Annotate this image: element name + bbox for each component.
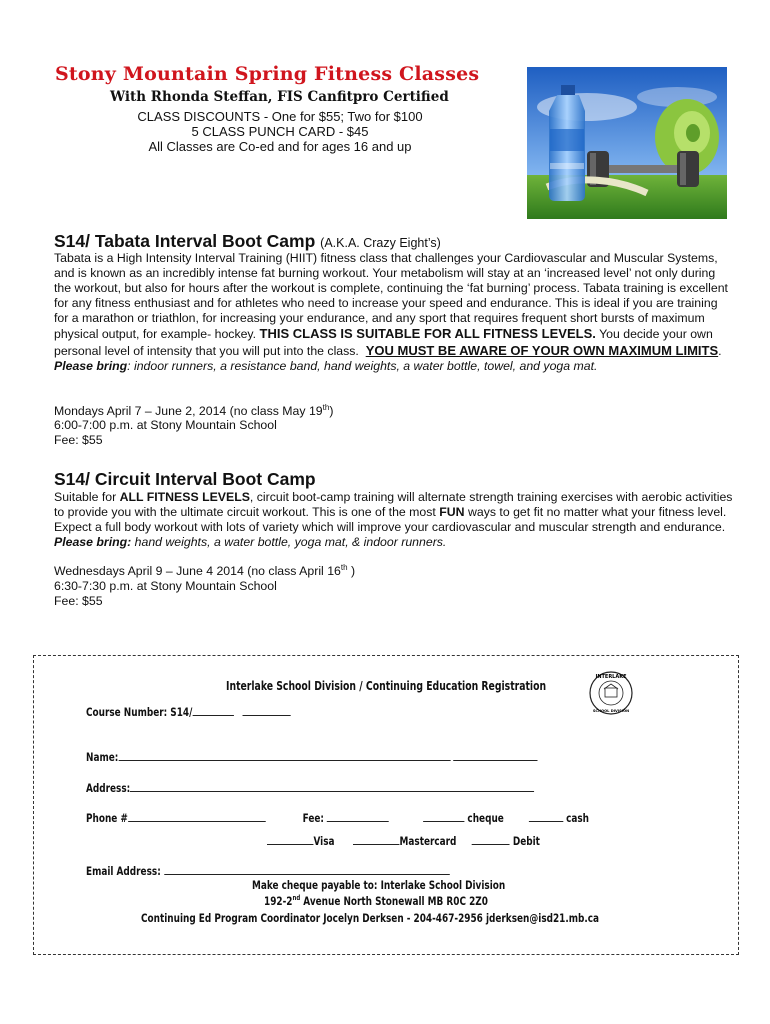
division-address-street: Avenue North Stonewall MB R0C 2Z0 bbox=[300, 894, 488, 908]
address-label: Address: bbox=[86, 781, 131, 795]
class2-fee: Fee: $55 bbox=[54, 594, 103, 608]
fee-input[interactable] bbox=[327, 810, 389, 822]
cheque-label: cheque bbox=[467, 811, 504, 825]
name-label: Name: bbox=[86, 750, 119, 764]
payment-row bbox=[86, 810, 589, 825]
phone-label: Phone # bbox=[86, 811, 128, 825]
cheque-input[interactable] bbox=[423, 810, 464, 822]
class1-bring-label: Please bring bbox=[54, 358, 128, 373]
instructor-subtitle: With Rhonda Steffan, FIS Canfitpro Certified bbox=[110, 89, 449, 105]
course-number-field[interactable] bbox=[86, 704, 291, 719]
class2-body-c: , circuit boot-camp training will alternate strength training exercises with aerobic activities to provide you with the ultimate circuit workout. This is one of the most bbox=[54, 490, 733, 520]
class2-bring-text: hand weights, a water bottle, yoga mat, & indoor runners. bbox=[134, 535, 447, 550]
class1-bring-text: : indoor runners, a resistance band, hand weights, a water bottle, towel, and yoga mat. bbox=[127, 358, 598, 373]
name-field[interactable] bbox=[86, 749, 538, 764]
class1-schedule bbox=[54, 403, 333, 418]
class2-dates-sup: th bbox=[340, 563, 348, 572]
class2-all-levels: ALL FITNESS LEVELS bbox=[119, 490, 250, 504]
class2-fun: FUN bbox=[439, 505, 465, 520]
email-label: Email Address: bbox=[86, 864, 161, 878]
division-address-sup: nd bbox=[292, 894, 301, 903]
discount-line-3: All Classes are Co-ed and for ages 16 and up bbox=[148, 139, 412, 154]
mastercard-label: Mastercard bbox=[399, 834, 457, 848]
class2-dates-end: ) bbox=[347, 564, 356, 579]
class2-title: S14/ Circuit Interval Boot Camp bbox=[54, 469, 316, 489]
card-row bbox=[267, 833, 540, 848]
fee-label: Fee: bbox=[302, 811, 324, 825]
interlake-logo bbox=[588, 670, 634, 716]
class1-dates: Mondays April 7 – June 2, 2014 (no class May 19 bbox=[54, 404, 323, 419]
class2-schedule bbox=[54, 563, 355, 578]
class1-aka: (A.K.A. Crazy Eight’s) bbox=[320, 236, 441, 250]
visa-input[interactable] bbox=[267, 833, 313, 845]
class2-body-e: ways to get fit no matter what your fitness level. Expect a full body workout with lots of variety which will improve your cardiovascular and muscular strength and endurance. bbox=[54, 505, 727, 535]
debit-input[interactable] bbox=[472, 833, 510, 845]
mastercard-input[interactable] bbox=[353, 833, 399, 845]
phone-input[interactable] bbox=[128, 810, 266, 822]
class2-bring-label: Please bring: bbox=[54, 535, 132, 550]
class1-dates-end: ) bbox=[329, 404, 334, 419]
payable-note: Make cheque payable to: Interlake School Division bbox=[252, 878, 506, 892]
debit-label: Debit bbox=[512, 834, 540, 848]
class1-body2: You decide your own personal level of intensity that you will put into the class. bbox=[54, 327, 713, 358]
class1-heading bbox=[54, 231, 441, 252]
class2-time: 6:30-7:30 p.m. at Stony Mountain School bbox=[54, 579, 277, 593]
class1-body: Tabata is a High Intensity Interval Training (HIIT) fitness class that challenges your Cardiovascular and Muscular Systems, and is known as an incredibly intense fat burning workout. Your metabolism will stay at an ‘increased level’ not only during the workout, but also for hours after the workout is complete, continuing the ‘fat burning’ process. Tabata training is excellent for any fitness enthusiast and for athletes who need to increase your speed and endurance. This is ideal if you are training for a marathon or triathlon, for increasing your endurance, and any sport that requires frequent short bursts of maximum physical output, for example- hockey. bbox=[54, 251, 728, 342]
class1-suitable-note: THIS CLASS IS SUITABLE FOR ALL FITNESS LEVELS. bbox=[259, 326, 596, 342]
division-address-number: 192-2 bbox=[264, 894, 293, 908]
email-field[interactable] bbox=[86, 863, 449, 878]
class1-title: S14/ Tabata Interval Boot Camp bbox=[54, 231, 316, 251]
coordinator-contact: Continuing Ed Program Coordinator Jocelyn Derksen - 204-467-2956 jderksen@isd21.mb.ca bbox=[141, 911, 600, 925]
class2-body-a: Suitable for bbox=[54, 490, 117, 504]
discount-line-2: 5 CLASS PUNCH CARD - $45 bbox=[191, 124, 369, 139]
division-address bbox=[264, 894, 488, 908]
class2-dates: Wednesdays April 9 – June 4 2014 (no class April 16 bbox=[54, 564, 341, 579]
class1-dates-sup: th bbox=[322, 403, 330, 412]
class1-limits-note: YOU MUST BE AWARE OF YOUR OWN MAXIMUM LIMITS bbox=[365, 342, 719, 358]
cash-label: cash bbox=[566, 811, 589, 825]
logo-top-text: INTERLAKE bbox=[595, 674, 627, 680]
class2-description bbox=[54, 490, 734, 550]
form-heading: Interlake School Division / Continuing Education Registration bbox=[226, 679, 547, 693]
course-number-label: Course Number: S14/ bbox=[86, 705, 193, 719]
visa-label: Visa bbox=[313, 834, 335, 848]
class1-fee: Fee: $55 bbox=[54, 433, 103, 447]
discount-line-1: CLASS DISCOUNTS - One for $55; Two for $100 bbox=[137, 109, 423, 124]
class1-time: 6:00-7:00 p.m. at Stony Mountain School bbox=[54, 418, 277, 432]
logo-bottom-text: SCHOOL DIVISION bbox=[592, 709, 630, 713]
fitness-photo-icon bbox=[527, 67, 727, 219]
class1-description: Tabata is a High Intensity Interval Training (HIIT) fitness class that challenges your Cardiovascular and Muscular Systems, and is known as an incredibly intense fat burning workout. Your metabolism will stay at an ‘increased level’ not only during the workout, but also for hours after the workout is complete, continuing the ‘fat burning’ process. Tabata training is excellent for any fitness enthusiast and for athletes who need to increase your speed and endurance. This is ideal if you are training for a marathon or triathlon, for increasing your endurance, and any sport that requires frequent short bursts of maximum physical output, for example- hockey. THIS CLASS IS SUITABLE FOR ALL FITNESS LEVELS. You decide your own personal level of intensity that you will put into the class. YOU MUST BE AWARE OF YOUR OWN MAXIMUM LIMITS. Please bring: indoor runners, a resistance band, hand weights, a water bottle, towel, and yoga mat. bbox=[54, 251, 729, 373]
page-title: Stony Mountain Spring Fitness Classes bbox=[55, 63, 480, 85]
address-field[interactable] bbox=[86, 780, 534, 795]
cash-input[interactable] bbox=[529, 810, 563, 822]
